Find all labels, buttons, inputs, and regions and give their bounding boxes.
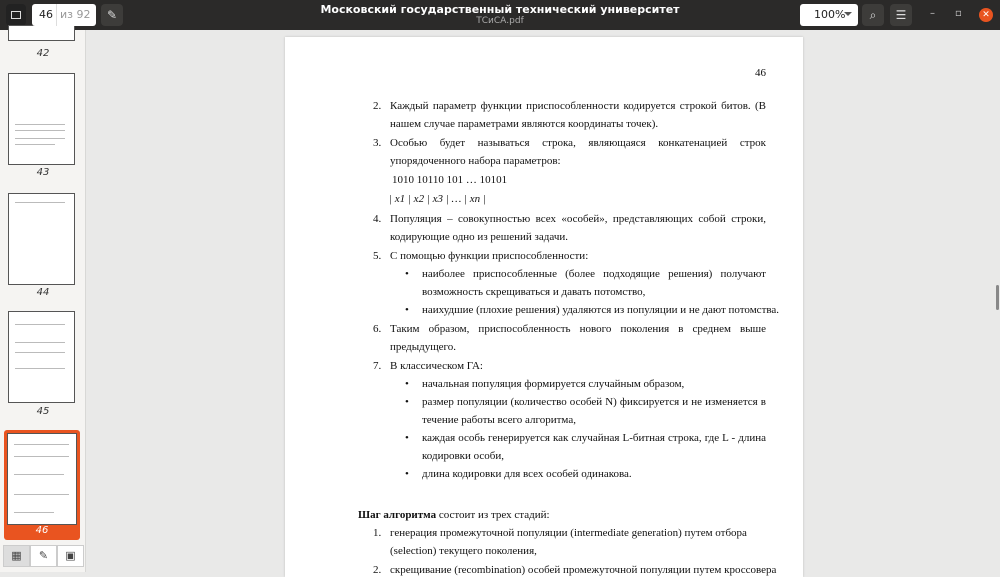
- bullet-text: каждая особь генерируется как случайная L-битная строка, где L - длина: [422, 432, 766, 444]
- bullet-icon: •: [405, 268, 409, 280]
- pencil-icon: ✎: [106, 8, 118, 22]
- search-icon: ⌕: [869, 7, 877, 22]
- thumbnail-label: 42: [36, 48, 50, 59]
- maximize-button[interactable]: ▫: [955, 8, 962, 19]
- param-labels: | x1 | x2 | x3 | … | xn |: [389, 193, 486, 205]
- step-text: генерация промежуточной популяции (intermediate generation) путем отбора: [390, 527, 747, 539]
- thumbnail-sidebar: [0, 30, 86, 572]
- window-title: Московский государственный технический университет: [320, 3, 680, 16]
- list-text: кодирующие одно из решений задачи.: [390, 231, 568, 243]
- step-heading: [358, 509, 550, 521]
- bullet-icon: •: [405, 468, 409, 480]
- list-number: 6.: [373, 323, 382, 335]
- file-name: ТСиСА.pdf: [476, 16, 524, 26]
- bullet-text: длина кодировки для всех особей одинакова.: [422, 468, 632, 480]
- minimize-button[interactable]: –: [930, 8, 935, 19]
- list-text: С помощью функции приспособленности:: [390, 250, 589, 262]
- bookmarks-view-button[interactable]: [57, 545, 84, 567]
- thumbnail-label: 43: [36, 167, 50, 178]
- bullet-text: наиболее приспособленные (более подходящие решения) получают: [422, 268, 766, 280]
- list-number: 4.: [373, 213, 382, 225]
- sidebar-icon: [11, 11, 21, 19]
- thumbnail-label: 45: [36, 406, 50, 417]
- bullet-icon: •: [405, 304, 409, 316]
- sidebar-toggle-button[interactable]: [6, 4, 26, 26]
- annotation-icon: ✎: [38, 549, 49, 562]
- bullet-icon: •: [405, 378, 409, 390]
- header-bar: [0, 0, 1000, 30]
- list-text: нашем случае параметрами являются координаты точек).: [390, 118, 659, 130]
- list-text: Таким образом, приспособленность нового поколения в среднем выше: [390, 323, 766, 335]
- list-text: Каждый параметр функции приспособленности кодируется строкой битов. (В: [390, 100, 766, 112]
- bookmark-icon: ▣: [65, 549, 76, 562]
- step-text: (selection) текущего поколения,: [390, 545, 537, 557]
- list-text: упорядоченного набора параметров:: [390, 155, 561, 167]
- document-page: [285, 37, 803, 577]
- step-text: скрещивание (recombination) особей промежуточной популяции путем кроссовера: [390, 564, 777, 576]
- bullet-text: наихудшие (плохие решения) удаляются из популяции и не дают потомства.: [422, 304, 780, 316]
- list-text: Популяция – совокупностью всех «особей», представляющих собой строки,: [390, 213, 766, 225]
- close-button[interactable]: ✕: [979, 8, 993, 22]
- thumbnail-46-selected[interactable]: [4, 430, 80, 540]
- bullet-text: начальная популяция формируется случайным образом,: [422, 378, 685, 390]
- bullet-text: возможность скрещиваться и давать потомство,: [422, 286, 646, 298]
- list-text: В классическом ГА:: [390, 360, 483, 372]
- bit-string: 1010 10110 101 … 10101: [392, 174, 508, 186]
- thumbnail-44[interactable]: [8, 193, 75, 285]
- grid-icon: ▦: [11, 549, 22, 562]
- step-number: 2.: [373, 564, 382, 576]
- list-text: предыдущего.: [390, 341, 457, 353]
- bullet-text: размер популяции (количество особей N) фиксируется и не изменяется в: [422, 396, 766, 408]
- thumbnail-42[interactable]: [8, 25, 75, 41]
- list-number: 5.: [373, 250, 382, 262]
- menu-icon: ☰: [895, 8, 907, 22]
- bullet-text: течение работы всего алгоритма,: [422, 414, 576, 426]
- list-number: 3.: [373, 137, 382, 149]
- thumbnail-45[interactable]: [8, 311, 75, 403]
- step-heading-bold: Шаг алгоритма: [358, 509, 437, 521]
- step-number: 1.: [373, 527, 382, 539]
- page-number: 46: [755, 67, 766, 79]
- page-current: 46: [39, 8, 53, 21]
- annotate-button[interactable]: [101, 4, 123, 26]
- list-number: 2.: [373, 100, 382, 112]
- thumbnail-43[interactable]: [8, 73, 75, 165]
- bullet-icon: •: [405, 432, 409, 444]
- search-button[interactable]: [862, 4, 884, 26]
- thumbnails-view-button[interactable]: [3, 545, 30, 567]
- chevron-down-icon: [844, 12, 852, 16]
- scrollbar[interactable]: [996, 285, 999, 310]
- annotations-view-button[interactable]: [30, 545, 57, 567]
- list-text: Особью будет называться строка, являющаяся конкатенацией строк: [390, 137, 766, 149]
- bullet-icon: •: [405, 396, 409, 408]
- list-number: 7.: [373, 360, 382, 372]
- menu-button[interactable]: [890, 4, 912, 26]
- thumbnail-label: 46: [35, 525, 49, 536]
- zoom-select[interactable]: 100%: [800, 4, 858, 26]
- step-heading-rest: состоит из трех стадий:: [436, 509, 550, 521]
- page-total: из 92: [56, 4, 91, 26]
- thumbnail-label: 44: [36, 287, 50, 298]
- bullet-text: кодировки особи,: [422, 450, 505, 462]
- page-number-input[interactable]: [32, 4, 96, 26]
